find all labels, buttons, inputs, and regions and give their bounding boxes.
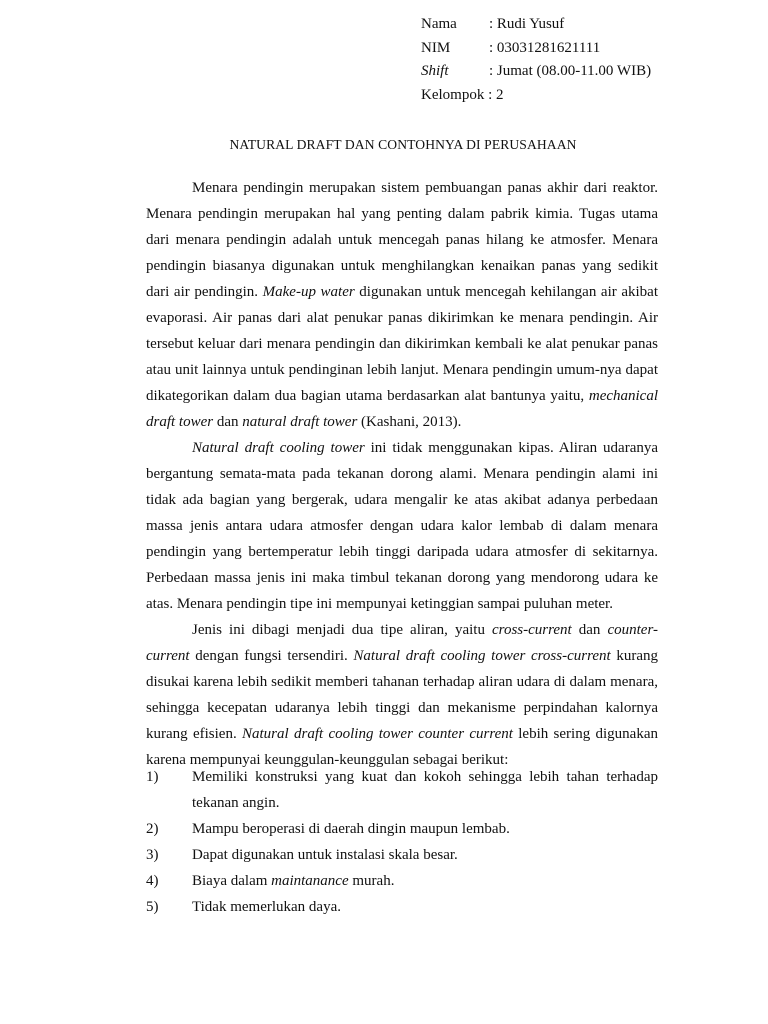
shift-label: Shift xyxy=(421,63,449,79)
list-text: Mampu beroperasi di daerah dingin maupun lembab. xyxy=(192,821,510,837)
list-number: 1) xyxy=(146,769,159,785)
p2-text-1: ini tidak menggunakan kipas. Aliran udaranya bergantung semata-mata pada tekanan dorong alami. Menara pendingin alami ini tidak ada bagian yang bergerak, udara mengalir ke atas akibat adanya perbedaan massa jenis antara udara atmosfer dengan udara kalor lembab di dalam menara pendingin yang bertemperatur lebih tinggi daripada udara atmosfer di sekitarnya. Perbedaan massa jenis ini maka timbul tekanan dorong yang mendorong udara ke atas. Menara pendingin tipe ini mempunyai ketinggian sampai puluhan meter. xyxy=(146,440,659,612)
list-item xyxy=(146,894,658,920)
student-info xyxy=(421,13,751,107)
list-text: Biaya dalam xyxy=(192,873,272,889)
list-text: Tidak memerlukan daya. xyxy=(192,899,341,915)
group-text: Kelompok : 2 xyxy=(421,86,504,103)
paragraph-2 xyxy=(146,435,658,617)
p3-text-5: lebih sering digunakan karena mempunyai keunggulan-keunggulan sebagai berikut: xyxy=(146,726,658,768)
p3-italic-3: Natural draft cooling tower cross-current xyxy=(353,648,611,664)
p1-italic-2: mechanical draft tower xyxy=(146,388,658,430)
nim-value: : 03031281621111 xyxy=(489,39,601,56)
list-number: 4) xyxy=(146,873,159,889)
p3-italic-4: Natural draft cooling tower counter current xyxy=(242,726,513,742)
list-item xyxy=(146,764,658,816)
list-item xyxy=(146,842,658,868)
name-value: : Rudi Yusuf xyxy=(489,16,565,32)
advantages-list xyxy=(146,764,658,920)
list-italic: maintanance xyxy=(271,873,349,889)
list-text: murah. xyxy=(348,873,395,889)
p3-italic-2: counter-current xyxy=(146,622,658,664)
list-number: 3) xyxy=(146,847,159,863)
name-label: Nama xyxy=(421,16,457,32)
p3-text-3: dengan fungsi tersendiri. xyxy=(189,648,354,664)
p1-text-1: Menara pendingin merupakan sistem pembuangan panas akhir dari reaktor. Menara pendingin merupakan hal yang penting dalam pabrik kimia. Tugas utama dari menara pendingin adalah untuk mencegah panas hilang ke atmosfer. Menara pendingin biasanya digunakan untuk menghilangkan kenaikan panas yang sedikit dari air pendingin. xyxy=(146,180,658,300)
shift-row xyxy=(421,60,751,84)
p1-italic-1: Make-up water xyxy=(262,284,355,300)
paragraph-1 xyxy=(146,175,658,435)
shift-value: : Jumat (08.00-11.00 WIB) xyxy=(489,63,652,79)
p1-italic-3: natural draft tower xyxy=(242,414,358,430)
p3-text-2: dan xyxy=(571,622,608,638)
p3-text-4: kurang disukai karena lebih sedikit memberi tahanan terhadap aliran udara di dalam menara, sehingga kecepatan udaranya lebih tinggi dan mekanisme perpindahan kalornya kurang efisien. xyxy=(146,648,658,742)
nim-row xyxy=(421,37,751,61)
p1-text-3: dan xyxy=(213,414,243,430)
name-row xyxy=(421,13,751,37)
p1-text-2: digunakan untuk mencegah kehilangan air akibat evaporasi. Air panas dari alat penukar panas dikirimkan ke menara pendingin. Air tersebut keluar dari menara pendingin dan dikirimkan kembali ke alat penukar panas atau unit lainnya untuk pendinginan lebih lanjut. Menara pendingin umum-nya dapat dikategorikan dalam dua bagian utama berdasarkan alat bantunya yaitu, xyxy=(146,284,658,404)
p3-italic-1: cross-current xyxy=(492,622,572,638)
nim-label: NIM xyxy=(421,39,451,56)
document-title: NATURAL DRAFT DAN CONTOHNYA DI PERUSAHAAN xyxy=(229,137,577,152)
list-text: Dapat digunakan untuk instalasi skala besar. xyxy=(192,847,458,863)
p1-text-4: (Kashani, 2013). xyxy=(357,414,462,430)
p3-text-1: Jenis ini dibagi menjadi dua tipe aliran, yaitu xyxy=(192,622,493,638)
p2-italic-1: Natural draft cooling tower xyxy=(192,440,365,456)
paragraph-3 xyxy=(146,617,658,773)
list-item xyxy=(146,816,658,842)
list-text: Memiliki konstruksi yang kuat dan kokoh sehingga lebih tahan terhadap tekanan angin. xyxy=(192,769,658,811)
group-row xyxy=(421,84,751,108)
list-number: 5) xyxy=(146,899,159,915)
list-item xyxy=(146,868,658,894)
list-number: 2) xyxy=(146,821,159,837)
document-body xyxy=(146,175,658,773)
